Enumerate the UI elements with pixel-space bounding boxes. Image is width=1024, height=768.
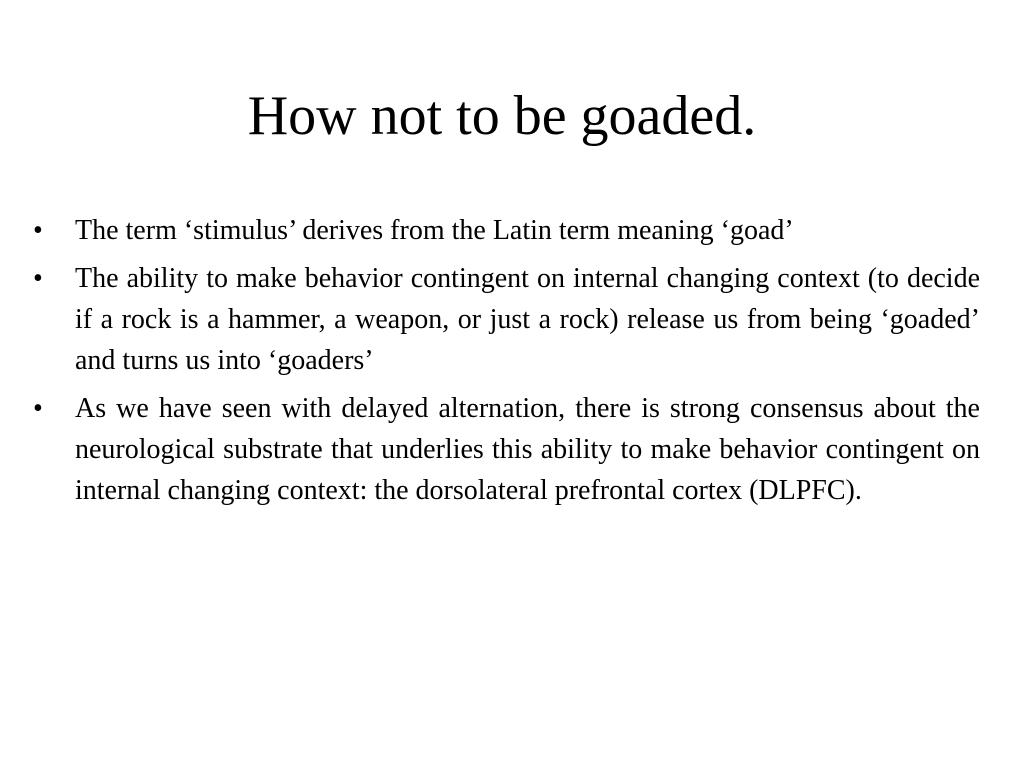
- bullet-text: The ability to make behavior contingent on internal changing context (to decide if a rock is a hammer, a weapon, or just a rock) release us from being ‘goaded’ and turns us into ‘goaders’: [75, 263, 980, 376]
- slide-title: How not to be goaded.: [247, 85, 757, 147]
- bullet-text: As we have seen with delayed alternation, there is strong consensus about the neurological substrate that underlies this ability to make behavior contingent on internal changing context: the dorsolateral prefrontal cortex (DLPFC).: [75, 393, 980, 506]
- bullet-item-ability: [33, 258, 980, 381]
- bullet-marker: •: [33, 263, 43, 294]
- bullet-marker: •: [33, 215, 43, 246]
- bullet-item-dlpfc: [33, 388, 980, 511]
- bullet-marker: •: [33, 393, 43, 424]
- bullet-list: [33, 210, 980, 518]
- bullet-text: The term ‘stimulus’ derives from the Latin term meaning ‘goad’: [75, 215, 794, 246]
- bullet-item-stimulus: [33, 210, 980, 251]
